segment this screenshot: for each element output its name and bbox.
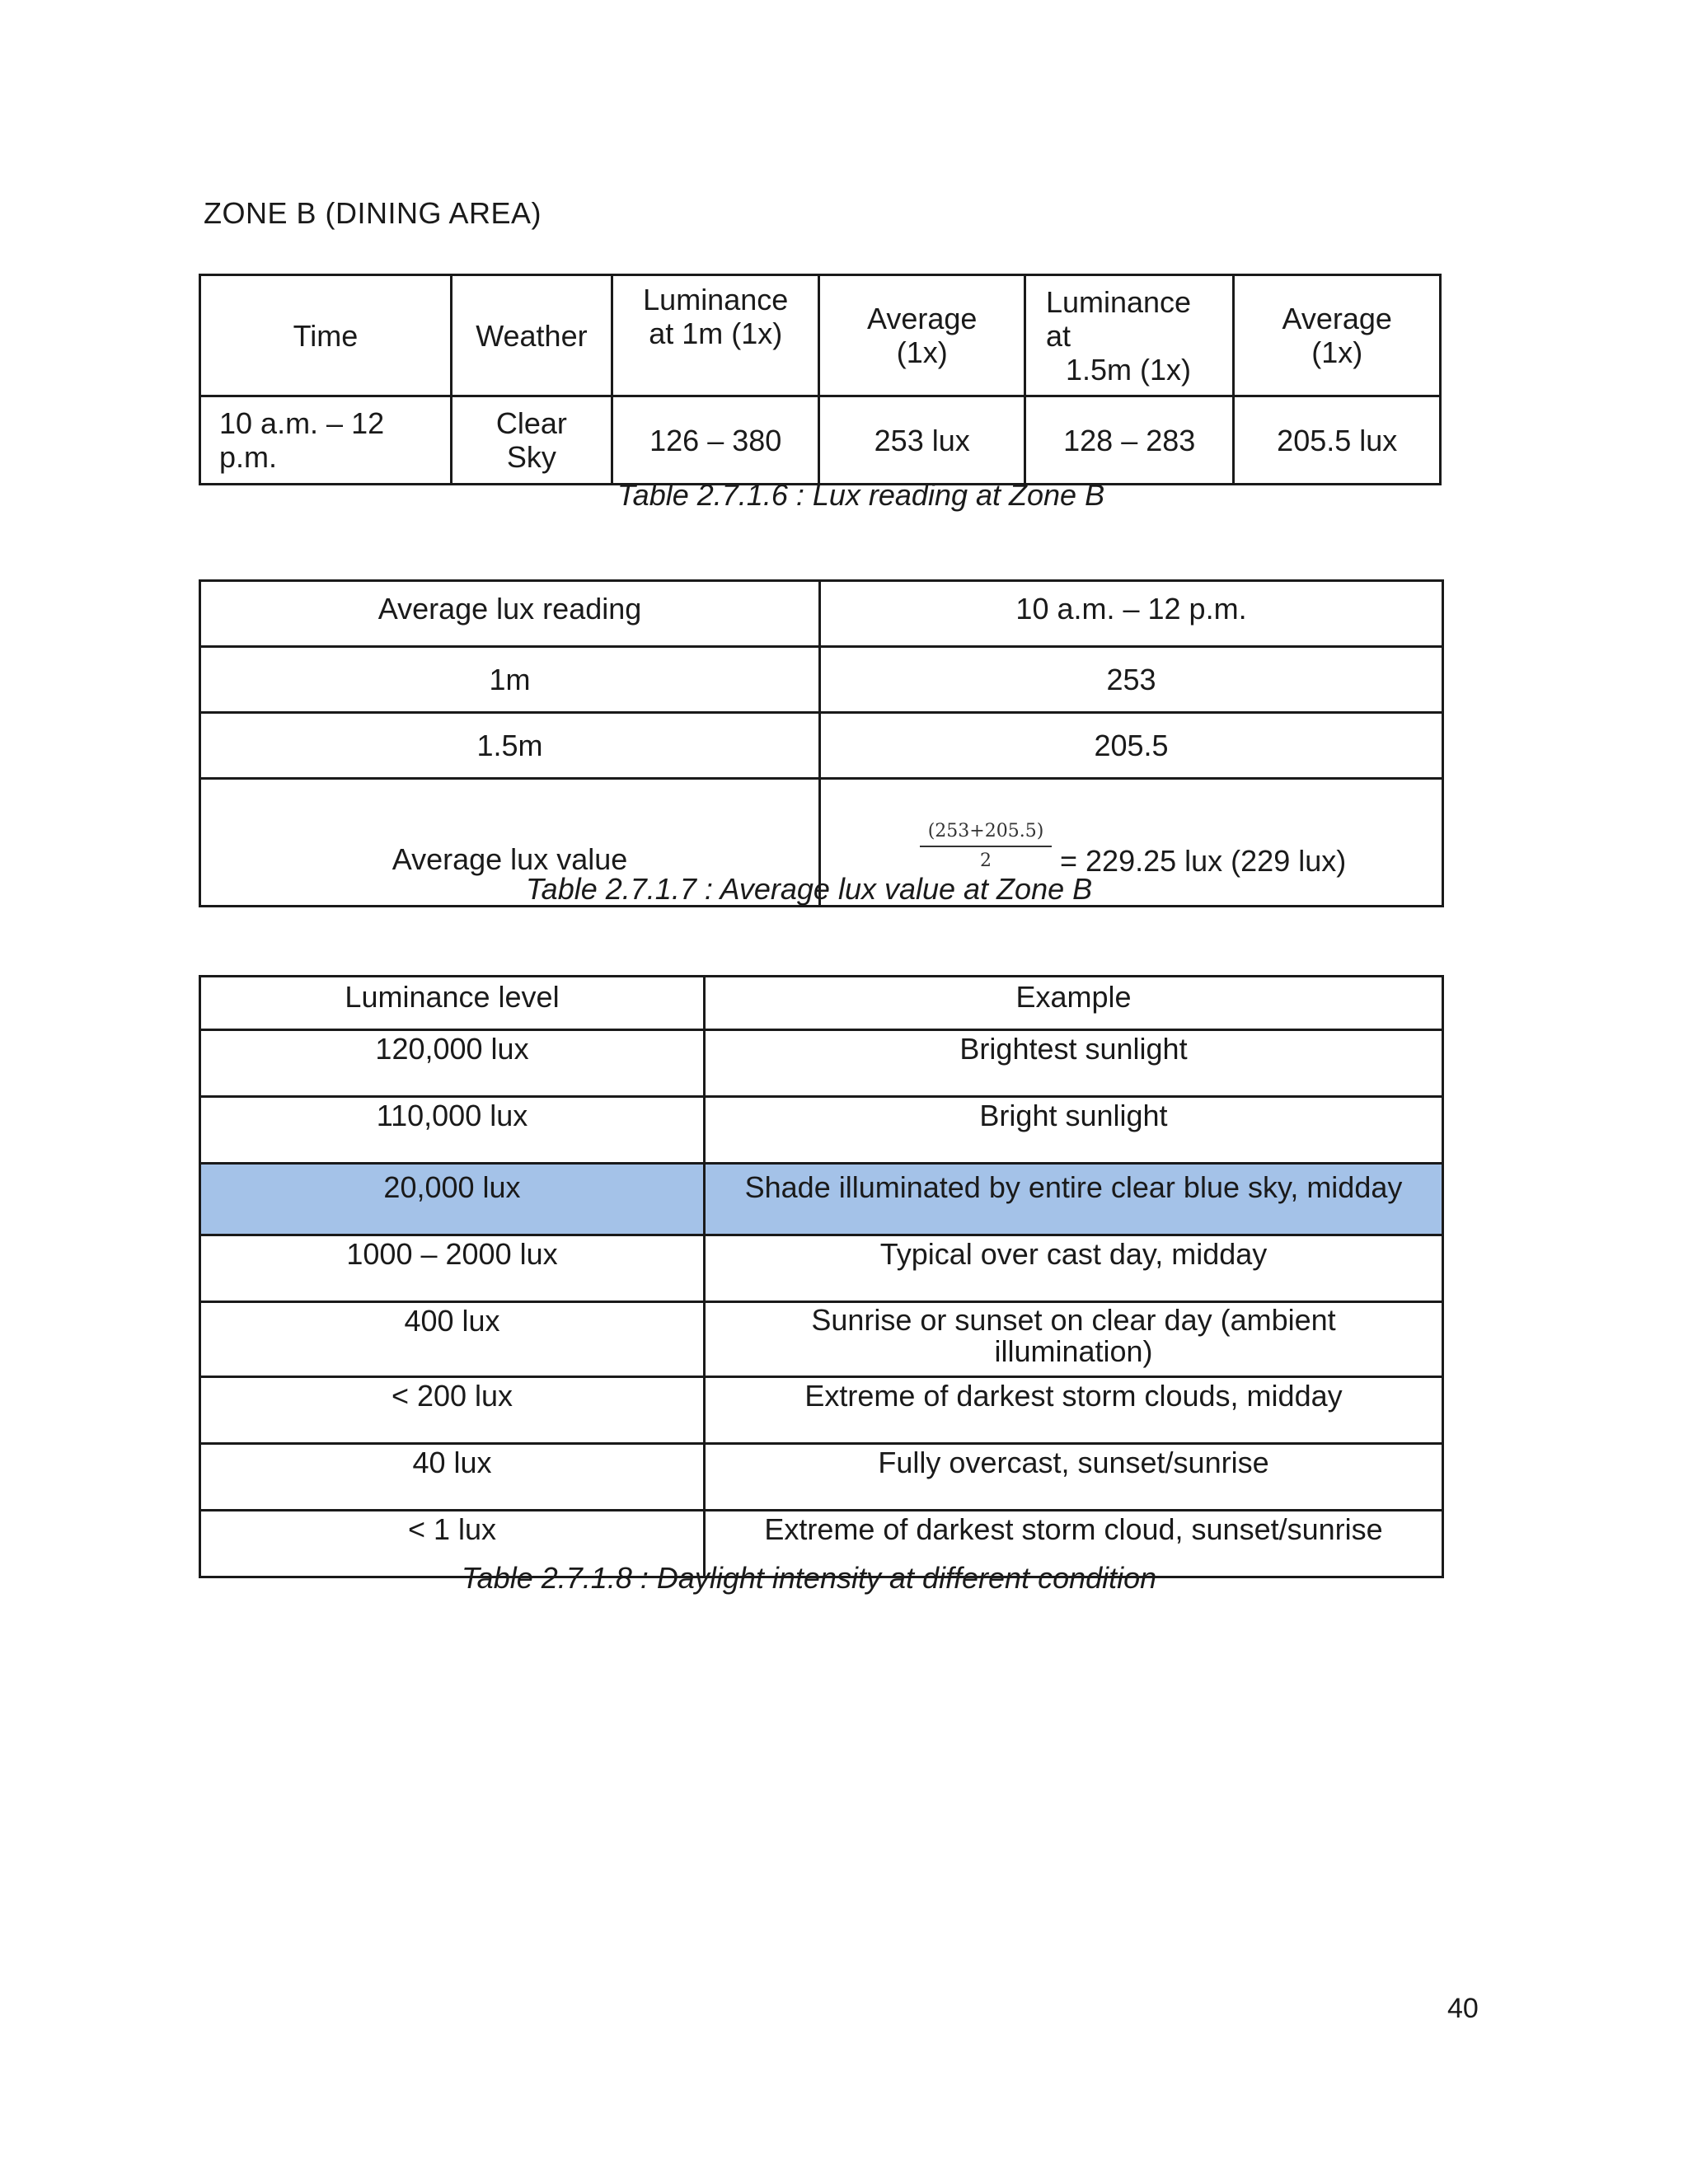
cell-luminance-1m: 126 – 380 (612, 396, 819, 485)
formula-result: = 229.25 lux (229 lux) (1060, 844, 1347, 878)
cell-level: 1000 – 2000 lux (200, 1235, 705, 1302)
cell-example: Extreme of darkest storm clouds, midday (705, 1377, 1443, 1444)
table-row (200, 1302, 1443, 1377)
average-lux-table (199, 579, 1444, 907)
table-row (200, 1444, 1443, 1511)
cell-weather: Clear Sky (451, 396, 612, 485)
table-row (200, 396, 1441, 485)
table-caption: Table 2.7.1.8 : Daylight intensity at different condition (462, 1561, 1157, 1595)
formula (821, 798, 1347, 880)
fraction-denominator: 2 (980, 851, 992, 871)
header-time-range: 10 a.m. – 12 p.m. (820, 581, 1443, 647)
table-row (200, 647, 1443, 713)
table-header-row (200, 977, 1443, 1030)
table-header-row (200, 581, 1443, 647)
daylight-intensity-table (199, 975, 1444, 1578)
table-row (200, 713, 1443, 779)
table-caption: Table 2.7.1.7 : Average lux value at Zone B (526, 872, 1093, 906)
cell-example: Shade illuminated by entire clear blue sky, midday (705, 1164, 1443, 1235)
cell-level: 120,000 lux (200, 1030, 705, 1097)
lux-reading-table (199, 274, 1442, 485)
header-example: Example (705, 977, 1443, 1030)
cell-example: Sunrise or sunset on clear day (ambient illumination) (705, 1302, 1443, 1377)
cell-example: Typical over cast day, midday (705, 1235, 1443, 1302)
header-average-1-5m: Average (1x) (1234, 275, 1441, 396)
cell-level: 110,000 lux (200, 1097, 705, 1164)
fraction-numerator: (253+205.5) (920, 821, 1052, 847)
page-number: 40 (1447, 1993, 1479, 2024)
table-row (200, 1377, 1443, 1444)
header-average-1m: Average (1x) (819, 275, 1025, 396)
cell-example: Bright sunlight (705, 1097, 1443, 1164)
table-row-highlighted (200, 1164, 1443, 1235)
cell-example: Fully overcast, sunset/sunrise (705, 1444, 1443, 1511)
row-value: 253 (820, 647, 1443, 713)
cell-level: 40 lux (200, 1444, 705, 1511)
table-row (200, 1030, 1443, 1097)
cell-average-1m: 253 lux (819, 396, 1025, 485)
cell-luminance-1-5m: 128 – 283 (1025, 396, 1234, 485)
cell-average-1-5m: 205.5 lux (1234, 396, 1441, 485)
cell-time: 10 a.m. – 12 p.m. (200, 396, 452, 485)
fraction (920, 821, 1052, 872)
header-time: Time (200, 275, 452, 396)
header-luminance-1m: Luminance at 1m (1x) (612, 275, 819, 396)
cell-level: < 200 lux (200, 1377, 705, 1444)
table-row (200, 1235, 1443, 1302)
row-label: 1m (200, 647, 820, 713)
header-luminance-level: Luminance level (200, 977, 705, 1030)
cell-example: Extreme of darkest storm cloud, sunset/sunrise (705, 1511, 1443, 1577)
table-header-row (200, 275, 1441, 396)
header-weather: Weather (451, 275, 612, 396)
table-row (200, 1097, 1443, 1164)
header-luminance-1-5m: Luminance at 1.5m (1x) (1025, 275, 1234, 396)
cell-level: 400 lux (200, 1302, 705, 1377)
cell-example: Brightest sunlight (705, 1030, 1443, 1097)
cell-level: 20,000 lux (200, 1164, 705, 1235)
table-caption: Table 2.7.1.6 : Lux reading at Zone B (617, 478, 1105, 512)
row-label: 1.5m (200, 713, 820, 779)
cell-level: < 1 lux (200, 1511, 705, 1577)
row-value: 205.5 (820, 713, 1443, 779)
header-average-lux-reading: Average lux reading (200, 581, 820, 647)
average-lux-label: Average lux value (200, 779, 820, 907)
section-heading: ZONE B (DINING AREA) (204, 196, 542, 230)
